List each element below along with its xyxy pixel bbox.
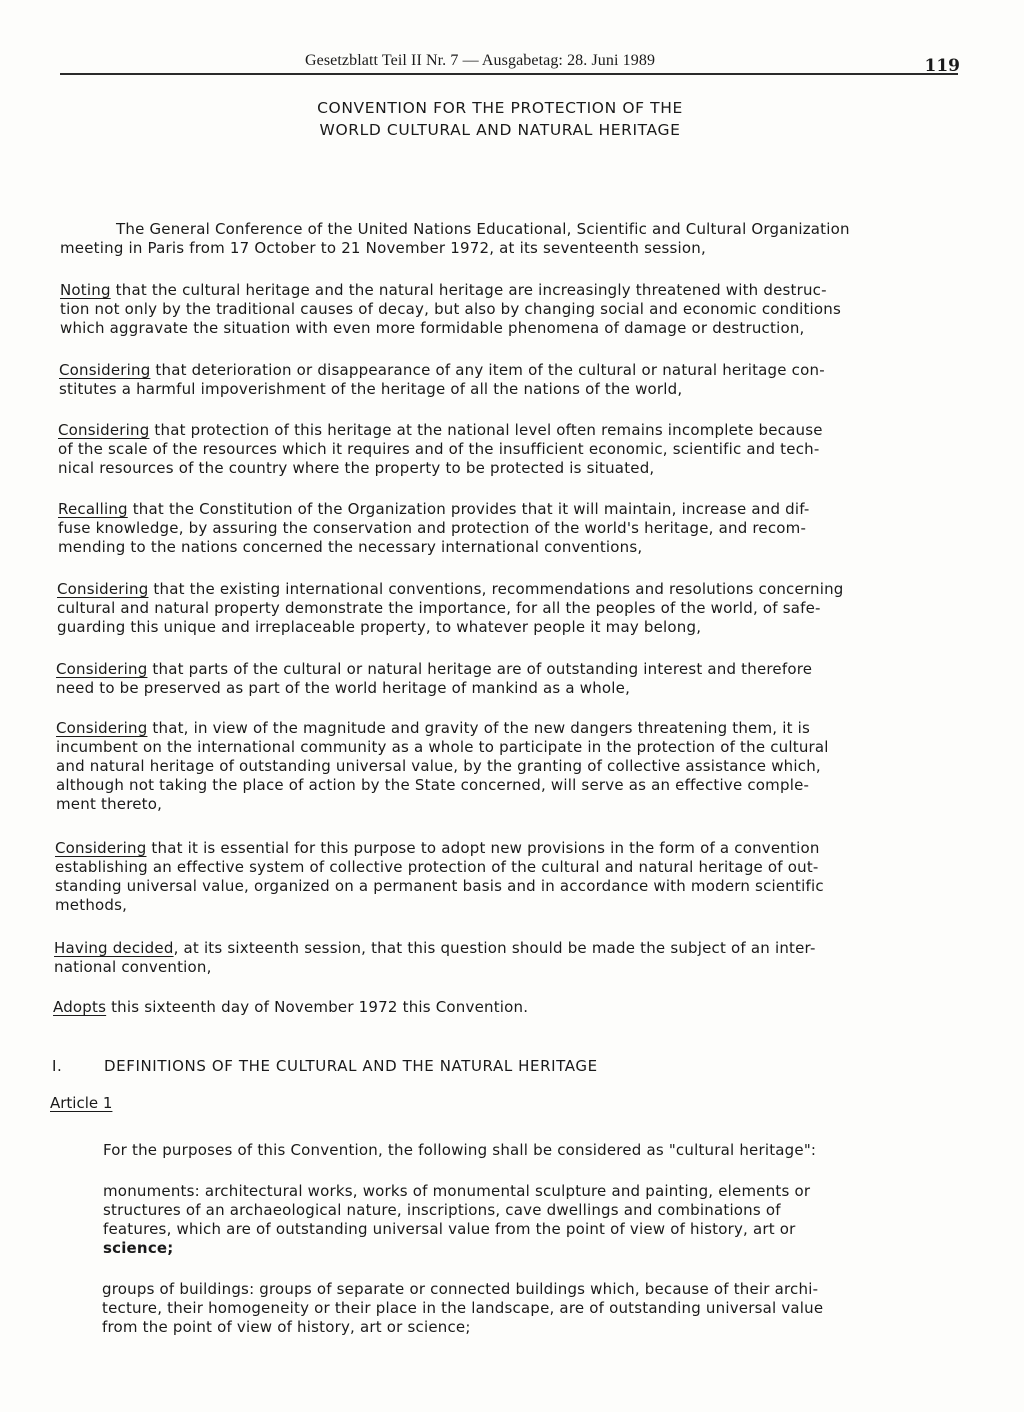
recital-text: ment thereto, bbox=[56, 795, 163, 813]
recital-paragraph bbox=[56, 660, 951, 698]
recital-text: standing universal value, organized on a permanent basis and in accordance with modern scientific bbox=[55, 877, 824, 895]
recital-paragraph bbox=[54, 939, 949, 977]
recital-text: that protection of this heritage at the national level often remains incomplete because bbox=[149, 421, 823, 439]
definition-item bbox=[103, 1182, 943, 1258]
definition-text: monuments: architectural works, works of monumental sculpture and painting, elements or bbox=[103, 1182, 811, 1200]
definition-text: groups of buildings: groups of separate or connected buildings which, because of their archi- bbox=[102, 1280, 819, 1298]
running-head: Gesetzblatt Teil II Nr. 7 — Ausgabetag: 28. Juni 1989 bbox=[305, 52, 656, 69]
recital-paragraph bbox=[56, 719, 951, 814]
section-number: I. bbox=[52, 1057, 63, 1075]
page-header bbox=[60, 52, 960, 74]
recital-text: that the Constitution of the Organization provides that it will maintain, increase and dif- bbox=[127, 500, 810, 518]
recital-keyword: Noting bbox=[60, 281, 111, 299]
recital-text: incumbent on the international community as a whole to participate in the protection of the cultural bbox=[56, 738, 829, 756]
article-label: Article 1 bbox=[50, 1094, 113, 1112]
document-title bbox=[250, 97, 750, 141]
recital-text: stitutes a harmful impoverishment of the heritage of all the nations of the world, bbox=[59, 380, 683, 398]
definition-text: tecture, their homogeneity or their place in the landscape, are of outstanding universal value bbox=[102, 1299, 824, 1317]
recital-paragraph bbox=[59, 361, 954, 399]
preamble-intro bbox=[60, 220, 955, 258]
definition-text: features, which are of outstanding universal value from the point of view of history, art or bbox=[103, 1220, 796, 1238]
recital-text: this sixteenth day of November 1972 this Convention. bbox=[106, 998, 529, 1016]
recital-text: , at its sixteenth session, that this question should be made the subject of an inter- bbox=[173, 939, 816, 957]
recital-paragraph bbox=[55, 839, 950, 915]
intro-line: The General Conference of the United Nations Educational, Scientific and Cultural Organization bbox=[116, 220, 850, 238]
recital-text: and natural heritage of outstanding universal value, by the granting of collective assistance which, bbox=[56, 757, 821, 775]
definition-text: from the point of view of history, art or science; bbox=[102, 1318, 471, 1336]
recital-keyword: Having decided bbox=[54, 939, 174, 957]
intro-line: meeting in Paris from 17 October to 21 November 1972, at its seventeenth session, bbox=[60, 239, 706, 257]
recital-keyword: Considering bbox=[59, 361, 151, 379]
recital-text: although not taking the place of action by the State concerned, will serve as an effective comple- bbox=[56, 776, 810, 794]
recital-text: need to be preserved as part of the world heritage of mankind as a whole, bbox=[56, 679, 631, 697]
article-intro bbox=[103, 1141, 963, 1160]
recital-text: that it is essential for this purpose to adopt new provisions in the form of a convention bbox=[146, 839, 820, 857]
definition-text: structures of an archaeological nature, inscriptions, cave dwellings and combinations of bbox=[103, 1201, 781, 1219]
definition-text: science; bbox=[103, 1239, 174, 1257]
recital-text: of the scale of the resources which it requires and of the insufficient economic, scientific and tech- bbox=[58, 440, 820, 458]
recital-text: nical resources of the country where the property to be protected is situated, bbox=[58, 459, 655, 477]
adoption-clause bbox=[53, 998, 948, 1017]
recital-keyword: Considering bbox=[56, 719, 148, 737]
definition-item bbox=[102, 1280, 952, 1337]
recital-text: guarding this unique and irreplaceable property, to whatever people it may belong, bbox=[57, 618, 702, 636]
recital-text: that, in view of the magnitude and gravity of the new dangers threatening them, it is bbox=[147, 719, 811, 737]
recital-text: establishing an effective system of collective protection of the cultural and natural heritage of out- bbox=[55, 858, 819, 876]
recital-text: cultural and natural property demonstrate the importance, for all the peoples of the world, of safe- bbox=[57, 599, 821, 617]
recital-text: which aggravate the situation with even more formidable phenomena of damage or destruction, bbox=[60, 319, 805, 337]
recital-paragraph bbox=[57, 580, 952, 637]
recital-text: that the existing international conventions, recommendations and resolutions concerning bbox=[148, 580, 844, 598]
recital-text: methods, bbox=[55, 896, 128, 914]
recital-text: tion not only by the traditional causes of decay, but also by changing social and economic conditions bbox=[60, 300, 841, 318]
recital-paragraph bbox=[58, 421, 953, 478]
recital-paragraph bbox=[60, 281, 955, 338]
recital-text: fuse knowledge, by assuring the conservation and protection of the world's heritage, and recom- bbox=[58, 519, 807, 537]
recital-paragraph bbox=[58, 500, 953, 557]
recital-text: that deterioration or disappearance of any item of the cultural or natural heritage con- bbox=[150, 361, 825, 379]
section-heading bbox=[52, 1057, 598, 1075]
recital-keyword: Considering bbox=[58, 421, 150, 439]
title-line-2: WORLD CULTURAL AND NATURAL HERITAGE bbox=[319, 121, 681, 139]
recital-text: that parts of the cultural or natural heritage are of outstanding interest and therefore bbox=[147, 660, 813, 678]
article-intro-text: For the purposes of this Convention, the following shall be considered as "cultural heritage": bbox=[103, 1141, 817, 1159]
page-number: 119 bbox=[924, 56, 960, 76]
section-title: DEFINITIONS OF THE CULTURAL AND THE NATURAL HERITAGE bbox=[104, 1057, 598, 1075]
recital-text: that the cultural heritage and the natural heritage are increasingly threatened with destruc- bbox=[110, 281, 827, 299]
recital-keyword: Considering bbox=[56, 660, 148, 678]
recital-keyword: Adopts bbox=[53, 998, 107, 1016]
recital-text: national convention, bbox=[54, 958, 212, 976]
header-rule bbox=[60, 73, 958, 75]
title-line-1: CONVENTION FOR THE PROTECTION OF THE bbox=[317, 99, 683, 117]
recital-text: mending to the nations concerned the necessary international conventions, bbox=[58, 538, 643, 556]
recital-keyword: Recalling bbox=[58, 500, 128, 518]
recital-keyword: Considering bbox=[57, 580, 149, 598]
recital-keyword: Considering bbox=[55, 839, 147, 857]
